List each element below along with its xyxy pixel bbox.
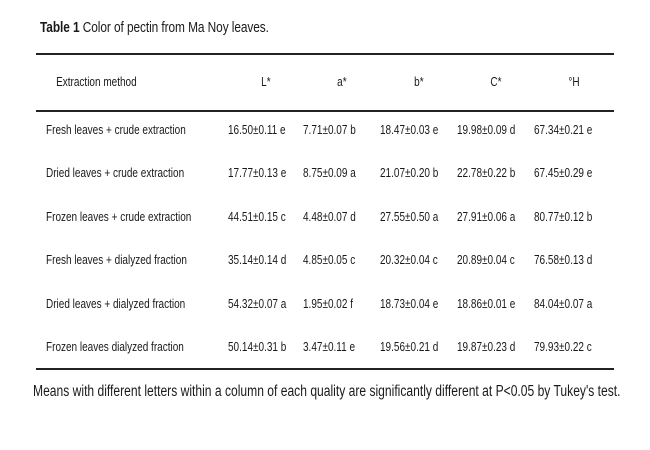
cell-c-star: 19.98±0.09 d [457,122,516,137]
cell-method: Fresh leaves + crude extraction [46,122,186,137]
cell-l-star: 44.51±0.15 c [227,209,286,224]
cell-hue-angle: 67.45±0.29 e [533,166,593,181]
cell-hue-angle: 79.93±0.22 c [533,340,592,355]
header-l-star: L* [260,75,271,89]
table-caption-label: Table 1 [40,20,80,36]
cell-method: Dried leaves + dialyzed fraction [46,296,186,311]
cell-c-star: 18.86±0.01 e [457,296,516,311]
table-top-rule [36,53,614,55]
cell-b-star: 18.73±0.04 e [380,296,439,311]
cell-a-star: 4.85±0.05 c [303,253,356,268]
cell-b-star: 21.07±0.20 b [380,166,439,181]
pectin-color-table [36,56,614,369]
table-footnote: Means with different letters within a column of each quality are significantly different at P<0.05 by Tukey's test. [33,383,621,400]
cell-method: Dried leaves + crude extraction [46,166,185,181]
cell-hue-angle: 84.04±0.07 a [533,296,593,311]
table-row [36,282,614,326]
cell-a-star: 4.48±0.07 d [303,209,357,224]
table-header-row [36,56,614,108]
cell-c-star: 27.91±0.06 a [457,209,516,224]
header-hue-angle: °H [568,75,580,89]
cell-c-star: 20.89±0.04 c [457,253,515,268]
table-caption-text: Color of pectin from Ma Noy leaves. [82,20,269,36]
cell-method: Fresh leaves + dialyzed fraction [46,253,187,268]
cell-method: Frozen leaves dialyzed fraction [46,340,184,355]
table-caption [40,20,269,36]
header-c-star: C* [489,75,502,89]
table-row [36,195,614,239]
cell-a-star: 1.95±0.02 f [303,296,354,311]
cell-method: Frozen leaves + crude extraction [46,209,192,224]
cell-a-star: 8.75±0.09 a [303,166,357,181]
cell-b-star: 18.47±0.03 e [380,122,439,137]
cell-l-star: 35.14±0.14 d [227,253,287,268]
cell-l-star: 54.32±0.07 a [227,296,287,311]
cell-hue-angle: 80.77±0.12 b [533,209,593,224]
cell-c-star: 22.78±0.22 b [457,166,516,181]
cell-hue-angle: 67.34±0.21 e [533,122,593,137]
cell-c-star: 19.87±0.23 d [457,340,516,355]
cell-b-star: 20.32±0.04 c [380,253,439,268]
header-b-star: b* [413,75,424,89]
table-row [36,152,614,196]
table-row [36,326,614,370]
cell-l-star: 17.77±0.13 e [227,166,287,181]
table-row [36,108,614,152]
cell-a-star: 3.47±0.11 e [303,340,356,355]
cell-b-star: 19.56±0.21 d [380,340,439,355]
table-row [36,239,614,283]
header-a-star: a* [337,75,347,89]
cell-l-star: 16.50±0.11 e [227,122,286,137]
header-extraction-method: Extraction method [56,75,137,89]
cell-hue-angle: 76.58±0.13 d [533,253,593,268]
cell-a-star: 7.71±0.07 b [303,122,357,137]
cell-b-star: 27.55±0.50 a [380,209,439,224]
cell-l-star: 50.14±0.31 b [227,340,287,355]
